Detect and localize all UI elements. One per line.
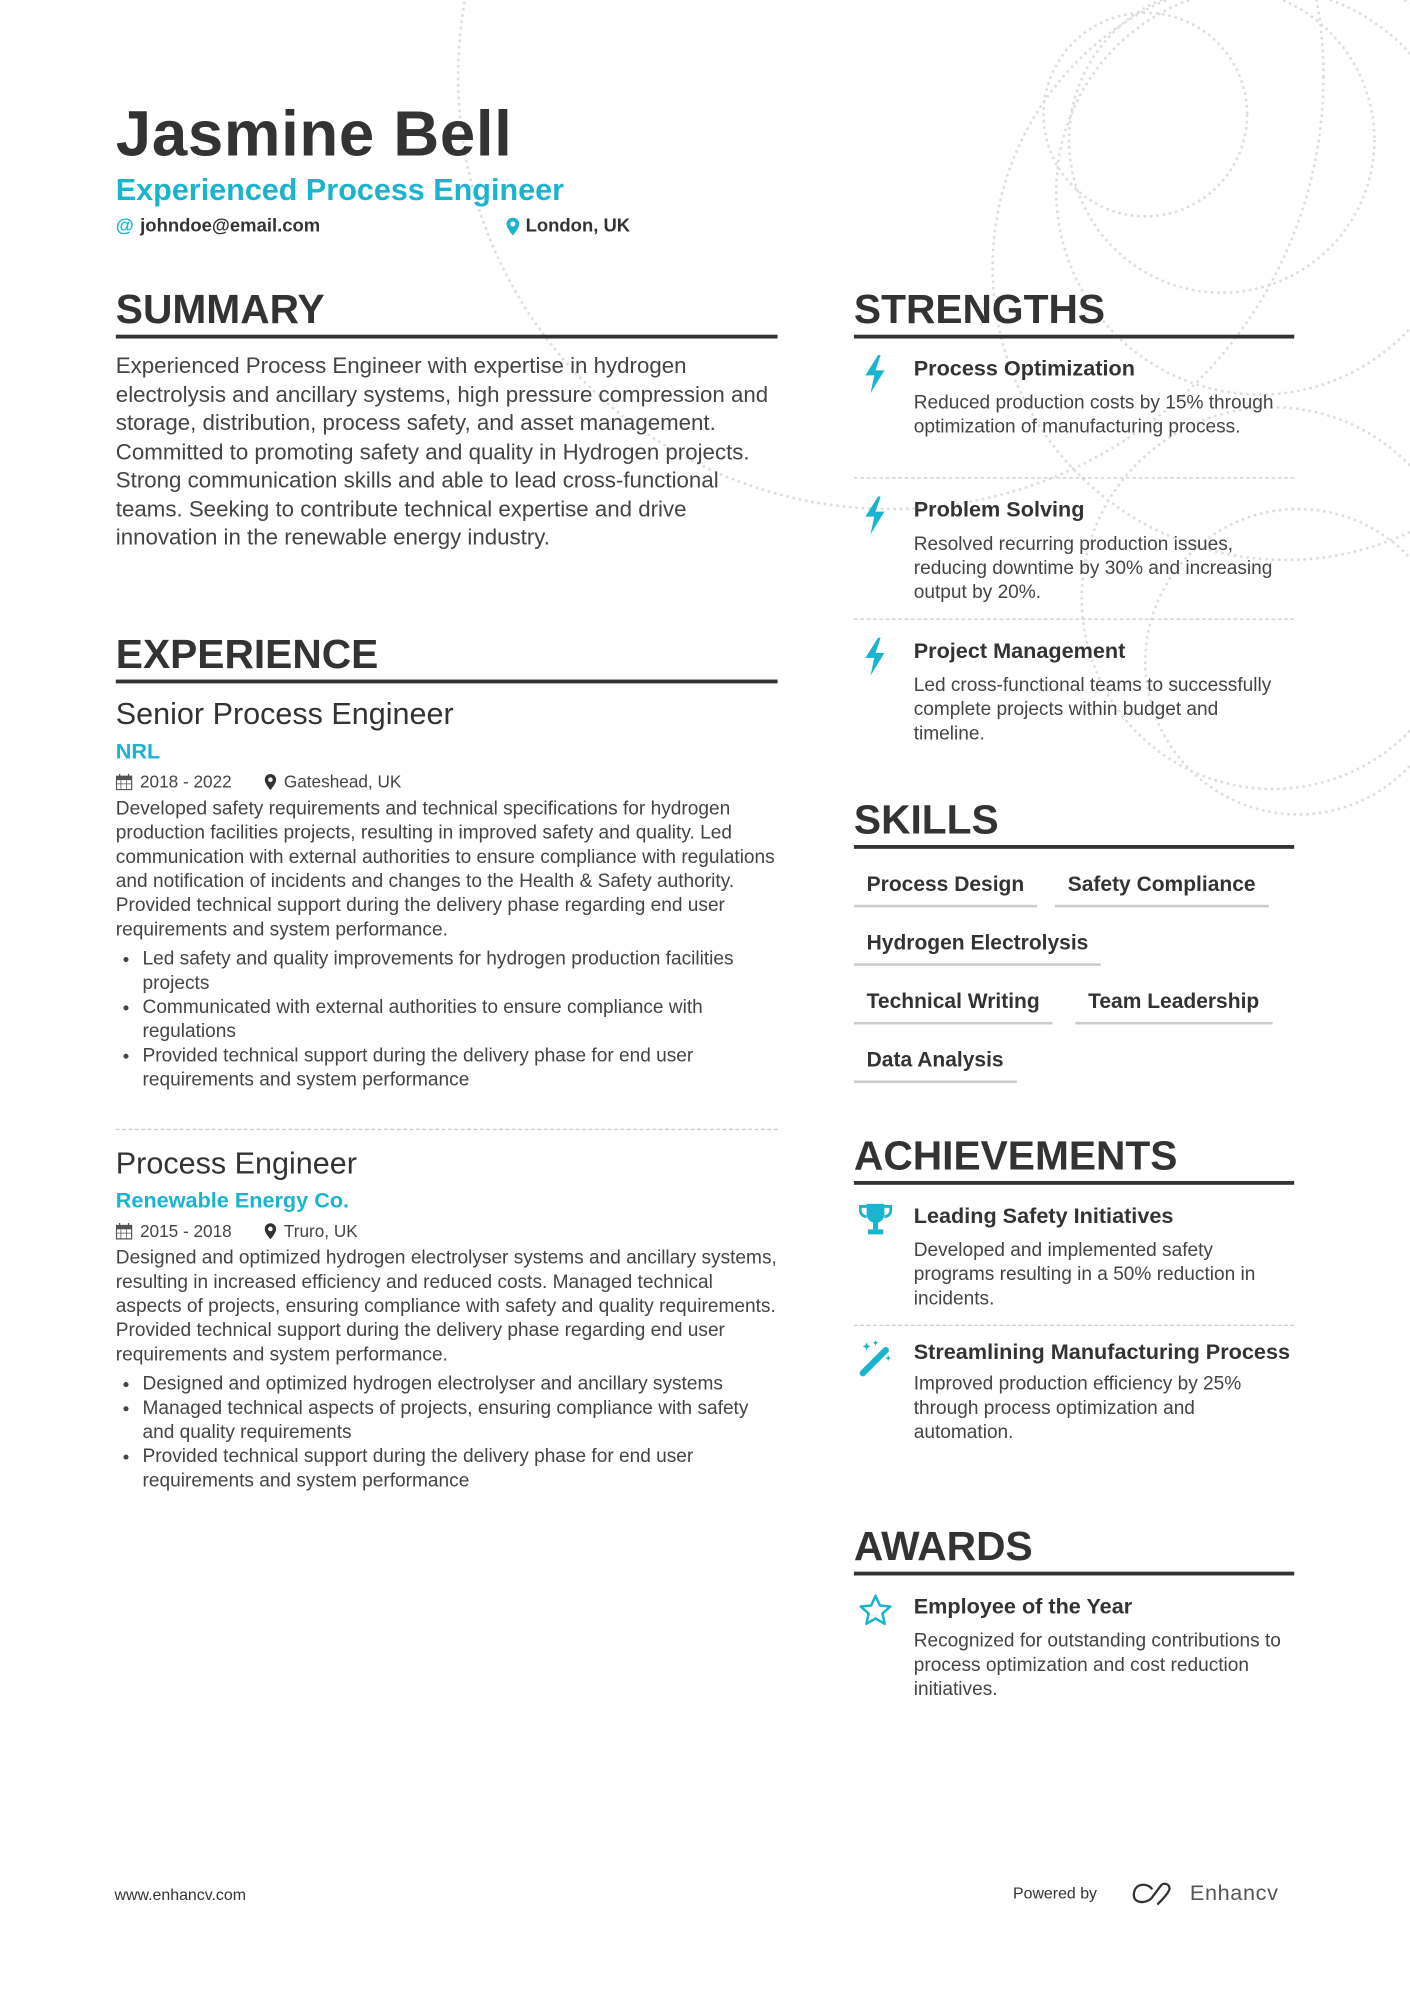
achievement-item [854,1203,1294,1311]
strength-title: Project Management [913,638,1126,664]
job-bullet: • Led safety and quality improvements for hydrogen production facilities projects [143,947,778,995]
skill-tag: Team Leadership [1075,990,1272,1024]
enhancv-logo-icon [1131,1881,1179,1906]
job-location: Truro, UK [283,1221,358,1241]
strength-item [854,496,1294,604]
job-description: Developed safety requirements and technical specifications for hydrogen production facilities projects, resulting in improved safety and quality. Led communication with external authorities to ensure compliance with regulations and notification of incidents and changes to the Health & Safety authority. Provided technical support during the delivery phase regarding end user requirements and system performance. [115,797,775,941]
footer-powered-by: Powered by [1012,1884,1098,1903]
job-bullets [116,947,778,1092]
location-pin-icon [506,218,519,236]
skill-tag: Data Analysis [854,1049,1016,1083]
award-title: Employee of the Year [913,1594,1133,1619]
job-bullet: • Designed and optimized hydrogen electrolyser and ancillary systems [143,1372,778,1396]
skills-heading: SKILLS [854,797,1294,849]
divider [116,1129,778,1130]
skill-tag: Hydrogen Electrolysis [854,932,1101,966]
job-bullet: • Managed technical aspects of projects, ensuring compliance with safety and quality requirements [143,1396,778,1444]
job-bullet: • Communicated with external authorities to ensure compliance with regulations [143,995,778,1043]
awards-heading: AWARDS [854,1523,1294,1575]
calendar-icon [116,1223,133,1240]
calendar-icon [116,774,133,791]
award-item [854,1593,1294,1701]
award-desc: Recognized for outstanding contributions to process optimization and cost reduction initiatives. [913,1630,1281,1701]
candidate-title: Experienced Process Engineer [115,173,564,208]
job-description: Designed and optimized hydrogen electrolyser systems and ancillary systems, resulting in increased efficiency and reduced costs. Managed technical aspects of projects, ensuring compliance with safety and quality requirements. Provided technical support during the delivery phase regarding end user requirements and system performance. [115,1247,777,1366]
job-bullet: • Provided technical support during the delivery phase for end user requirements and system performance [143,1444,778,1492]
job-dates: 2015 - 2018 [139,1221,232,1241]
job-company[interactable]: Renewable Energy Co. [115,1188,350,1213]
location-text: London, UK [525,216,631,237]
job-location: Gateshead, UK [283,772,402,792]
lightning-bolt-icon [859,496,892,534]
strength-desc: Led cross-functional teams to successfully complete projects within budget and timeline. [913,674,1272,745]
job-company[interactable]: NRL [115,739,161,764]
strength-desc: Resolved recurring production issues, reducing downtime by 30% and increasing output by 20%. [913,533,1273,604]
magic-wand-icon [859,1339,892,1377]
skill-tag: Process Design [854,873,1037,907]
strength-desc: Reduced production costs by 15% through optimization of manufacturing process. [913,391,1274,438]
job-role: Senior Process Engineer [115,697,454,732]
location-contact [506,216,630,236]
at-icon: @ [115,216,134,237]
experience-entry [116,696,778,1092]
lightning-bolt-icon [859,355,892,393]
experience-entry [116,1145,778,1492]
strength-item [854,638,1294,746]
summary-text: Experienced Process Engineer with expertise in hydrogen electrolysis and ancillary systems, high pressure compression and storage, distribution, process safety, and asset management. Committed to promoting safety and quality in Hydrogen projects. Strong communication skills and able to lead cross-functional teams. Seeking to contribute technical expertise and drive innovation in the renewable energy industry. [115,352,769,550]
location-pin-icon [265,774,276,791]
star-icon [859,1593,892,1631]
email-contact[interactable] [116,216,320,236]
summary-heading: SUMMARY [116,286,778,338]
divider [854,477,1294,478]
lightning-bolt-icon [859,638,892,676]
job-bullets [116,1372,778,1493]
job-role: Process Engineer [115,1146,357,1181]
divider [854,618,1294,619]
achievements-heading: ACHIEVEMENTS [854,1133,1294,1185]
trophy-icon [859,1203,892,1241]
strengths-heading: STRENGTHS [854,286,1294,338]
enhancv-brand[interactable]: Enhancv [1189,1880,1279,1906]
achievement-item [854,1339,1294,1445]
achievement-title: Leading Safety Initiatives [913,1203,1174,1229]
strength-title: Problem Solving [913,497,1085,522]
job-dates: 2018 - 2022 [139,772,232,792]
skill-tag: Technical Writing [854,990,1053,1024]
experience-heading: EXPERIENCE [116,631,778,683]
job-bullet: • Provided technical support during the delivery phase for end user requirements and system performance [143,1044,778,1092]
strength-item [854,355,1294,439]
divider [854,1325,1294,1326]
strength-title: Process Optimization [913,356,1135,381]
skill-tag: Safety Compliance [1055,873,1268,907]
candidate-name: Jasmine Bell [115,97,513,170]
footer-website-link[interactable]: www.enhancv.com [114,1885,246,1904]
achievement-desc: Developed and implemented safety programs resulting in a 50% reduction in incidents. [913,1239,1256,1310]
location-pin-icon [265,1223,276,1240]
achievement-desc: Improved production efficiency by 25% through process optimization and automation. [913,1373,1242,1444]
email-text: johndoe@email.com [140,216,321,237]
achievement-title: Streamlining Manufacturing Process [913,1340,1291,1365]
